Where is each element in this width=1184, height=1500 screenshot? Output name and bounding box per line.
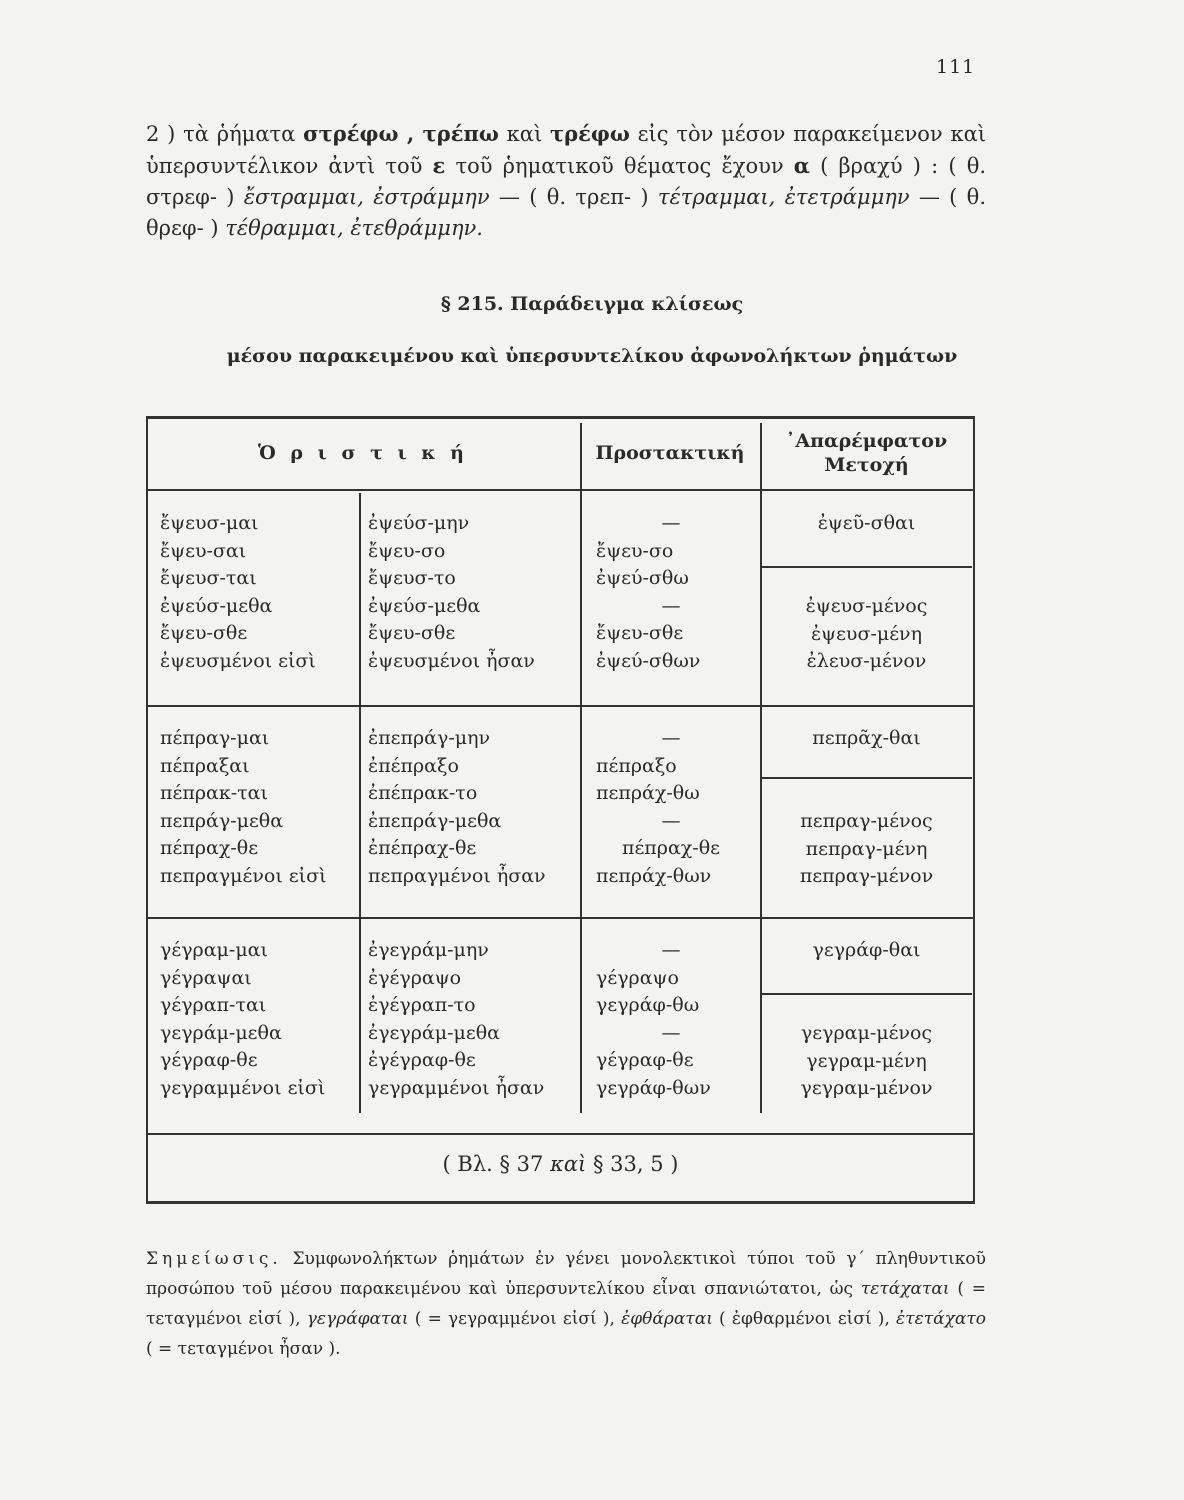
table-footer-reference: ( Βλ. § 37 καὶ § 33, 5 ) <box>442 1152 679 1176</box>
group2-pluperfect: ἐπεπράγ-μην ἐπέπραξο ἐπέπρακ-το ἐπεπράγ-μεθα ἐπέπραχ-θε πεπραγμένοι ἦσαν <box>368 727 546 887</box>
section-title: § 215. Παράδειγμα κλίσεως <box>440 293 744 315</box>
group2-imperative: — πέπραξο πεπράχ-θω — πέπραχ-θε πεπράχ-θων <box>596 727 721 887</box>
group1-perfect: ἔψευσ-μαι ἔψευ-σαι ἔψευσ-ται ἐψεύσ-μεθα ἔψευ-σθε ἐψευσμένοι εἰσὶ <box>160 512 316 672</box>
group3-imperative: — γέγραψο γεγράφ-θω — γέγραφ-θε γεγράφ-θων <box>596 939 711 1099</box>
intro-paragraph: 2 ) τὰ ῥήματα στρέφω , τρέπω καὶ τρέφω εἰς τὸν μέσον παρακείμενον καὶ ὑπερσυντέλικον ἀντὶ τοῦ ε τοῦ ῥηματικοῦ θέματος ἔχουν α ( βραχύ ) : ( θ. στρεφ- ) ἔστραμμαι, ἐστράμμην — ( θ. τρεπ- ) τέτραμμαι, ἐτετράμμην — ( θ. θρεφ- ) τέθραμμαι, ἐτεθράμμην. <box>146 121 987 240</box>
header-oristiki: Ὁ ρ ι σ τ ι κ ή <box>258 442 468 464</box>
group3-perfect: γέγραμ-μαι γέγραψαι γέγραπ-ται γεγράμ-μεθα γέγραφ-θε γεγραμμένοι εἰσὶ <box>160 939 326 1099</box>
group2-infinitive: πεπρᾶχ-θαι <box>812 727 921 749</box>
group1-participle: ἐψευσ-μένος ἐψευσ-μένη ἐλευσ-μένον <box>805 595 928 672</box>
group1-infinitive: ἐψεῦ-σθαι <box>817 512 916 534</box>
group3-participle: γεγραμ-μένος γεγραμ-μένη γεγραμ-μένον <box>800 1022 933 1099</box>
group2-perfect: πέπραγ-μαι πέπραξαι πέπρακ-ται πεπράγ-μεθα πέπραχ-θε πεπραγμένοι εἰσὶ <box>160 727 327 887</box>
header-metochi: Μετοχή <box>824 454 909 476</box>
group1-pluperfect: ἐψεύσ-μην ἔψευ-σο ἔψευσ-το ἐψεύσ-μεθα ἔψευ-σθε ἐψευσμένοι ἦσαν <box>368 512 535 672</box>
group3-pluperfect: ἐγεγράμ-μην ἐγέγραψο ἐγέγραπ-το ἐγεγράμ-μεθα ἐγέγραφ-θε γεγραμμένοι ἦσαν <box>368 939 545 1099</box>
group1-imperative: — ἔψευ-σο ἐψεύ-σθω — ἔψευ-σθε ἐψεύ-σθων <box>596 512 701 672</box>
note-paragraph: Σημείωσις. Συμφωνολήκτων ῥημάτων ἐν γένει μονολεκτικοὶ τύποι τοῦ γ΄ πληθυντικοῦ προσώπου τοῦ μέσου παρακειμένου καὶ ὑπερσυντελίκου εἶναι σπανιώτατοι, ὡς τετάχαται ( = τεταγμένοι εἰσί ), γεγράφαται ( = γεγραμμένοι εἰσί ), ἐφθάραται ( ἐφθαρμένοι εἰσί ), ἐτετάχατο ( = τεταγμένοι ἦσαν ). <box>146 1249 987 1359</box>
header-prostaktiki: Προστακτική <box>595 442 745 464</box>
section-subtitle: μέσου παρακειμένου καὶ ὑπερσυντελίκου ἀφωνολήκτων ῥημάτων <box>226 345 958 367</box>
header-aparemfaton: ᾿Απαρέμφατον <box>785 430 948 452</box>
page-number: 111 <box>936 56 976 78</box>
conjugation-table <box>146 416 975 1204</box>
group2-participle: πεπραγ-μένος πεπραγ-μένη πεπραγ-μένον <box>799 810 934 887</box>
group3-infinitive: γεγράφ-θαι <box>812 939 921 961</box>
